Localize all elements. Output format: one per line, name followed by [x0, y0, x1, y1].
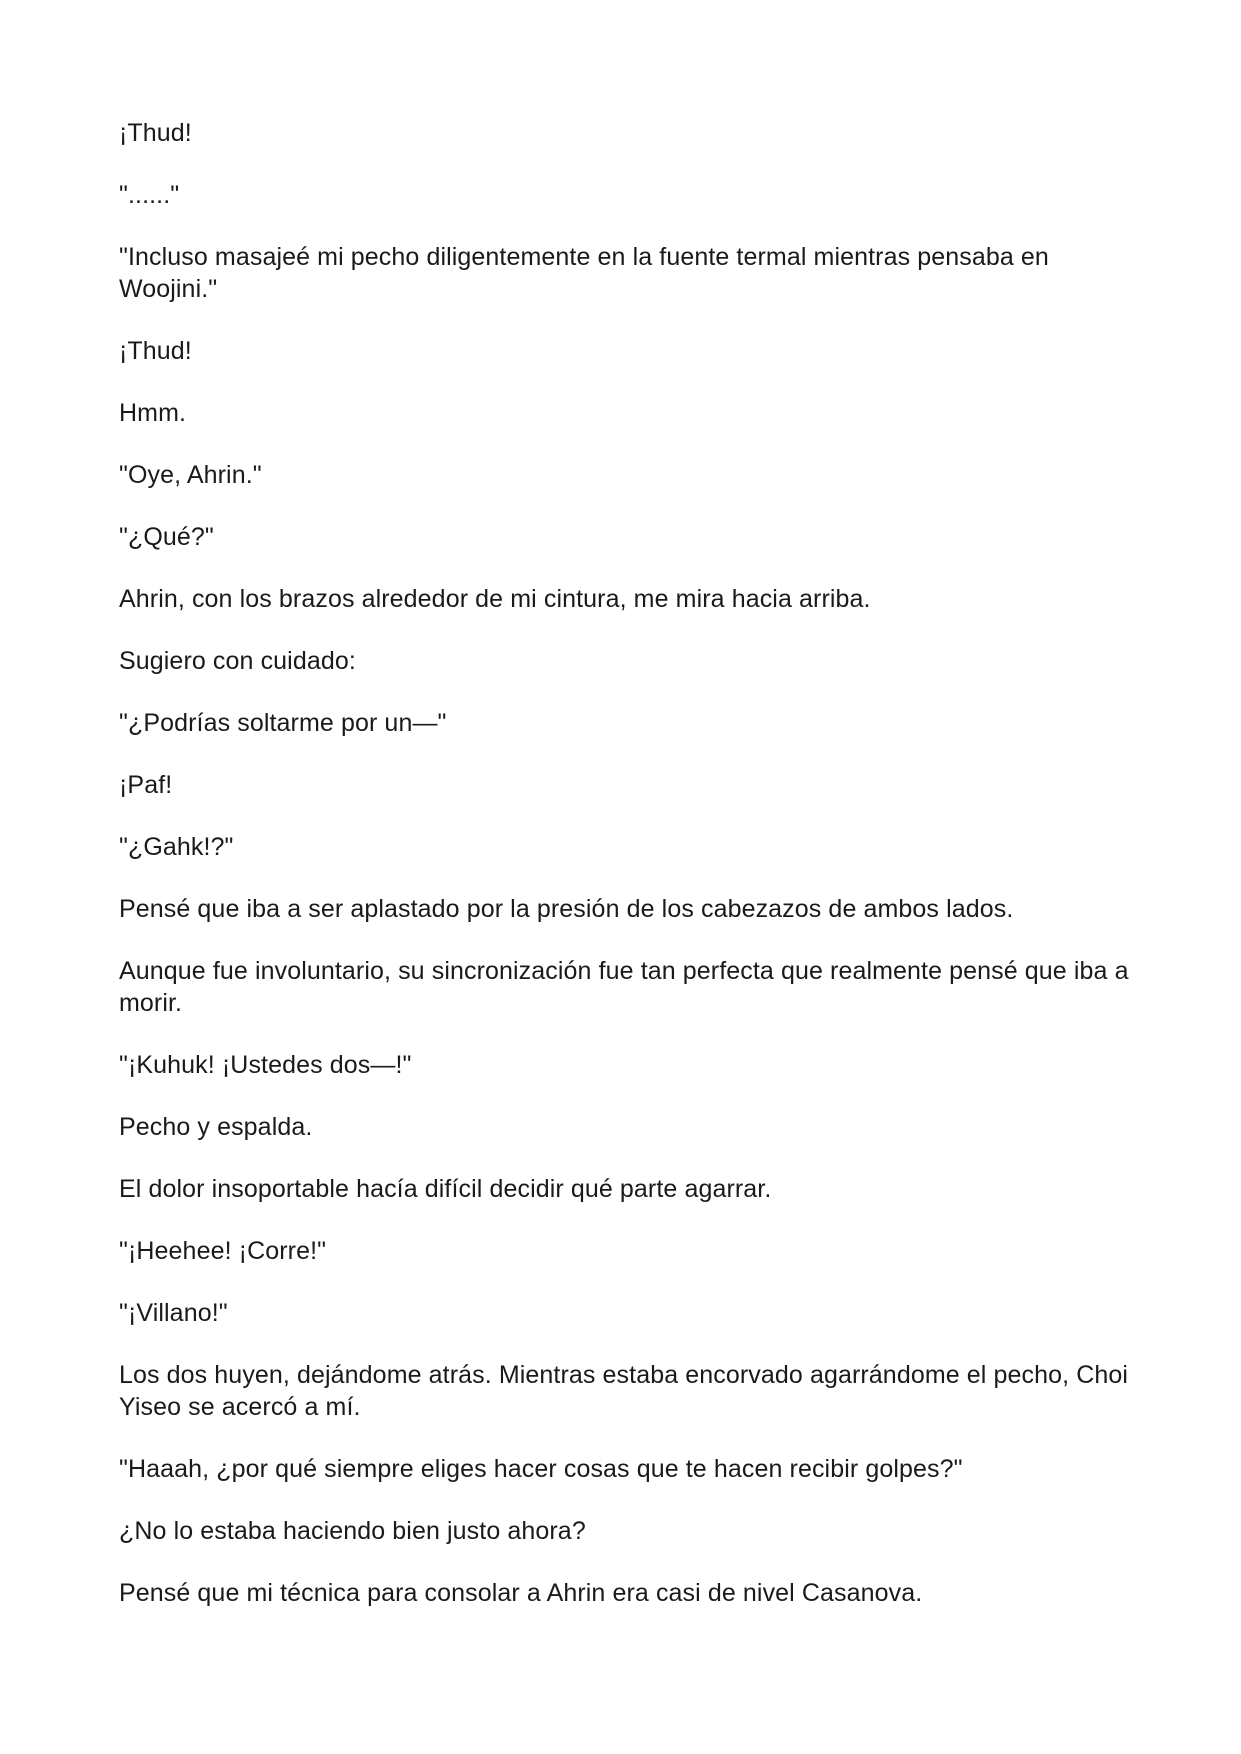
- paragraph: "¿Qué?": [119, 523, 214, 551]
- paragraph: "......": [119, 181, 180, 209]
- paragraph: ¡Thud!: [119, 337, 192, 365]
- document-page: [119, 117, 1134, 1639]
- paragraph: ¡Paf!: [119, 771, 173, 799]
- paragraph: Sugiero con cuidado:: [119, 647, 356, 675]
- paragraph: "Oye, Ahrin.": [119, 461, 262, 489]
- paragraph: Los dos huyen, dejándome atrás. Mientras estaba encorvado agarrándome el pecho, Choi Yiseo se acercó a mí.: [119, 1361, 1129, 1421]
- paragraph: "¿Gahk!?": [119, 833, 234, 861]
- paragraph: ¡Thud!: [119, 119, 192, 147]
- paragraph: El dolor insoportable hacía difícil decidir qué parte agarrar.: [119, 1175, 772, 1203]
- paragraph: "¡Heehee! ¡Corre!": [119, 1237, 327, 1265]
- paragraph: "Haaah, ¿por qué siempre eliges hacer cosas que te hacen recibir golpes?": [119, 1455, 963, 1483]
- paragraph: Hmm.: [119, 399, 187, 427]
- paragraph: Pecho y espalda.: [119, 1113, 313, 1141]
- paragraph: "¡Villano!": [119, 1299, 228, 1327]
- paragraph: "¡Kuhuk! ¡Ustedes dos—!": [119, 1051, 412, 1079]
- paragraph: Ahrin, con los brazos alrededor de mi cintura, me mira hacia arriba.: [119, 585, 871, 613]
- paragraph: Pensé que iba a ser aplastado por la presión de los cabezazos de ambos lados.: [119, 895, 1014, 923]
- paragraph: "¿Podrías soltarme por un—": [119, 709, 447, 737]
- paragraph: ¿No lo estaba haciendo bien justo ahora?: [119, 1517, 586, 1545]
- paragraph: Aunque fue involuntario, su sincronización fue tan perfecta que realmente pensé que iba a morir.: [119, 957, 1129, 1017]
- paragraph: "Incluso masajeé mi pecho diligentemente en la fuente termal mientras pensaba en Woojini.": [119, 243, 1049, 303]
- paragraph: Pensé que mi técnica para consolar a Ahrin era casi de nivel Casanova.: [119, 1579, 923, 1607]
